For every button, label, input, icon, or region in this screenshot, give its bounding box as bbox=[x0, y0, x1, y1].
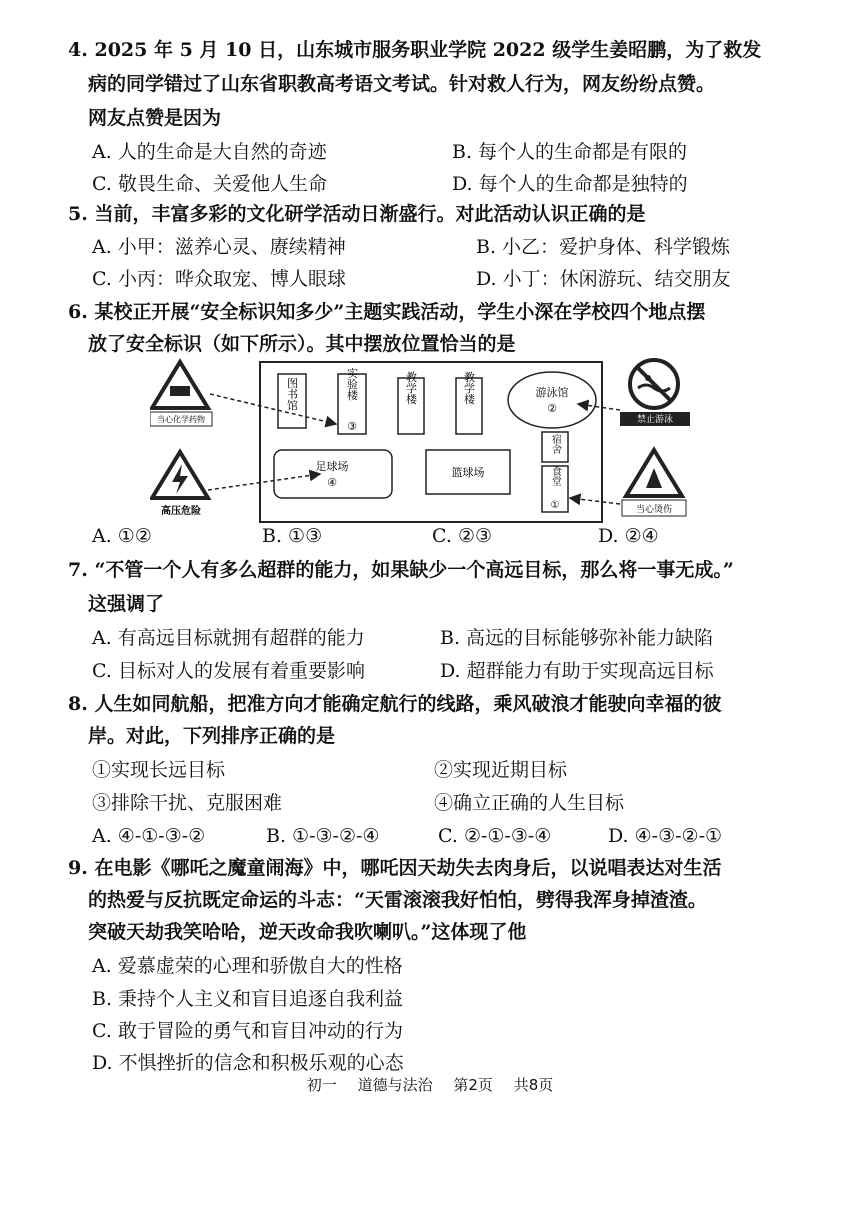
library-label: 图书馆 bbox=[285, 377, 299, 411]
canteen-number: ① bbox=[550, 500, 560, 511]
question-stem-line: “不管一个人有多么超群的能力，如果缺少一个高远目标，那么将一事无成。” bbox=[94, 559, 734, 581]
option-a: A. ①② bbox=[92, 525, 152, 547]
basketball-label: 篮球场 bbox=[451, 466, 485, 479]
footer-total-pages: 共8页 bbox=[513, 1076, 554, 1094]
canteen-label: 食堂 bbox=[549, 466, 561, 486]
question-number: 9. bbox=[68, 857, 88, 879]
sequence-item-4: ④确立正确的人生目标 bbox=[434, 792, 625, 814]
option-c: C. 目标对人的发展有着重要影响 bbox=[92, 660, 365, 682]
arrow-chemicals-to-lab bbox=[210, 394, 336, 424]
chemicals-warning-sign bbox=[150, 362, 212, 426]
question-stem-line: 这强调了 bbox=[88, 593, 165, 615]
option-c: C. 敬畏生命、关爱他人生命 bbox=[92, 173, 327, 195]
option-d: D. ②④ bbox=[598, 525, 659, 547]
dorm-label: 宿舍 bbox=[549, 434, 561, 454]
arrow-voltage-to-football bbox=[208, 474, 320, 490]
option-a: A. ④-①-③-② bbox=[92, 825, 206, 847]
footer-grade: 初一 bbox=[306, 1076, 337, 1094]
option-d: D. 每个人的生命都是独特的 bbox=[452, 173, 688, 195]
page-footer bbox=[0, 1074, 860, 1095]
sequence-item-1: ①实现长远目标 bbox=[92, 759, 226, 781]
option-b: B. 秉持个人主义和盲目追逐自我利益 bbox=[92, 988, 404, 1010]
option-d: D. 不惧挫折的信念和积极乐观的心态 bbox=[92, 1052, 404, 1074]
option-b: B. ①③ bbox=[262, 525, 323, 547]
question-number: 8. bbox=[68, 693, 88, 715]
question-number: 5. bbox=[68, 203, 88, 225]
teaching-building-1-label: 教学楼 bbox=[404, 371, 418, 405]
option-c: C. 小丙：哗众取宠、博人眼球 bbox=[92, 268, 346, 290]
lab-label: 实验楼 bbox=[345, 367, 359, 401]
option-b: B. 小乙：爱护身体、科学锻炼 bbox=[476, 236, 731, 258]
option-d: D. 小丁：休闲游玩、结交朋友 bbox=[476, 268, 731, 290]
footer-subject: 道德与法治 bbox=[357, 1076, 433, 1094]
option-d: D. ④-③-②-① bbox=[608, 825, 723, 847]
option-a: A. 爱慕虚荣的心理和骄傲自大的性格 bbox=[92, 955, 403, 977]
high-voltage-warning-sign bbox=[152, 452, 208, 517]
question-number: 7. bbox=[68, 559, 88, 581]
footer-page-number: 第2页 bbox=[453, 1076, 493, 1094]
no-swimming-sign-label: 禁止游泳 bbox=[636, 415, 674, 425]
campus-safety-sign-diagram bbox=[150, 358, 710, 524]
question-stem-line: 某校正开展“安全标识知多少”主题实践活动，学生小深在学校四个地点摆 bbox=[94, 301, 706, 323]
question-stem-line: 放了安全标识（如下所示）。其中摆放位置恰当的是 bbox=[88, 333, 516, 355]
question-stem-line: 病的同学错过了山东省职教高考语文考试。针对救人行为，网友纷纷点赞。 bbox=[88, 73, 716, 95]
football-field bbox=[274, 450, 392, 498]
question-stem-line: 岸。对此，下列排序正确的是 bbox=[88, 725, 336, 747]
question-stem-line: 的热爱与反抗既定命运的斗志：“天雷滚滚我好怕怕，劈得我浑身掉渣渣。 bbox=[88, 889, 707, 911]
no-swimming-sign bbox=[620, 360, 690, 426]
option-a: A. 有高远目标就拥有超群的能力 bbox=[92, 627, 365, 649]
option-b: B. ①-③-②-④ bbox=[266, 825, 380, 847]
option-a: A. 人的生命是大自然的奇迹 bbox=[92, 141, 327, 163]
option-c: C. 敢于冒险的勇气和盲目冲动的行为 bbox=[92, 1020, 403, 1042]
question-stem-line: 网友点赞是因为 bbox=[88, 107, 222, 129]
pool-label: 游泳馆 bbox=[535, 386, 569, 399]
question-stem-line: 2025 年 5 月 10 日，山东城市服务职业学院 2022 级学生姜昭鹏，为了救发 bbox=[94, 39, 762, 61]
teaching-building-2-label: 教学楼 bbox=[462, 371, 476, 405]
question-number: 4. bbox=[68, 39, 88, 61]
lab-number: ③ bbox=[347, 420, 357, 433]
football-label: 足球场 bbox=[315, 460, 349, 473]
option-c: C. ②③ bbox=[432, 525, 493, 547]
pool-number: ② bbox=[547, 402, 557, 415]
option-d: D. 超群能力有助于实现高远目标 bbox=[440, 660, 714, 682]
question-stem-line: 当前，丰富多彩的文化研学活动日渐盛行。对此活动认识正确的是 bbox=[94, 203, 646, 225]
question-stem-line: 人生如同航船，把准方向才能确定航行的线路，乘风破浪才能驶向幸福的彼 bbox=[94, 693, 722, 715]
sequence-item-3: ③排除干扰、克服困难 bbox=[92, 792, 283, 814]
option-c: C. ②-①-③-④ bbox=[438, 825, 552, 847]
high-voltage-sign-label: 高压危险 bbox=[161, 506, 201, 517]
scald-warning-sign bbox=[622, 450, 686, 516]
arrow-swimming-to-pool bbox=[578, 404, 620, 410]
chemicals-sign-label: 当心化学药物 bbox=[157, 415, 205, 424]
arrow-scald-to-canteen bbox=[570, 498, 620, 504]
question-stem-line: 在电影《哪吒之魔童闹海》中，哪吒因天劫失去肉身后，以说唱表达对生活 bbox=[94, 857, 722, 879]
swimming-pool bbox=[508, 372, 596, 428]
option-b: B. 每个人的生命都是有限的 bbox=[452, 141, 688, 163]
scald-sign-label: 当心烫伤 bbox=[635, 505, 673, 515]
question-number: 6. bbox=[68, 301, 88, 323]
option-a: A. 小甲：滋养心灵、赓续精神 bbox=[92, 236, 346, 258]
sequence-item-2: ②实现近期目标 bbox=[434, 759, 568, 781]
question-stem-line: 突破天劫我笑哈哈，逆天改命我吹喇叭。”这体现了他 bbox=[88, 921, 527, 943]
football-number: ④ bbox=[327, 476, 337, 489]
option-b: B. 高远的目标能够弥补能力缺陷 bbox=[440, 627, 714, 649]
